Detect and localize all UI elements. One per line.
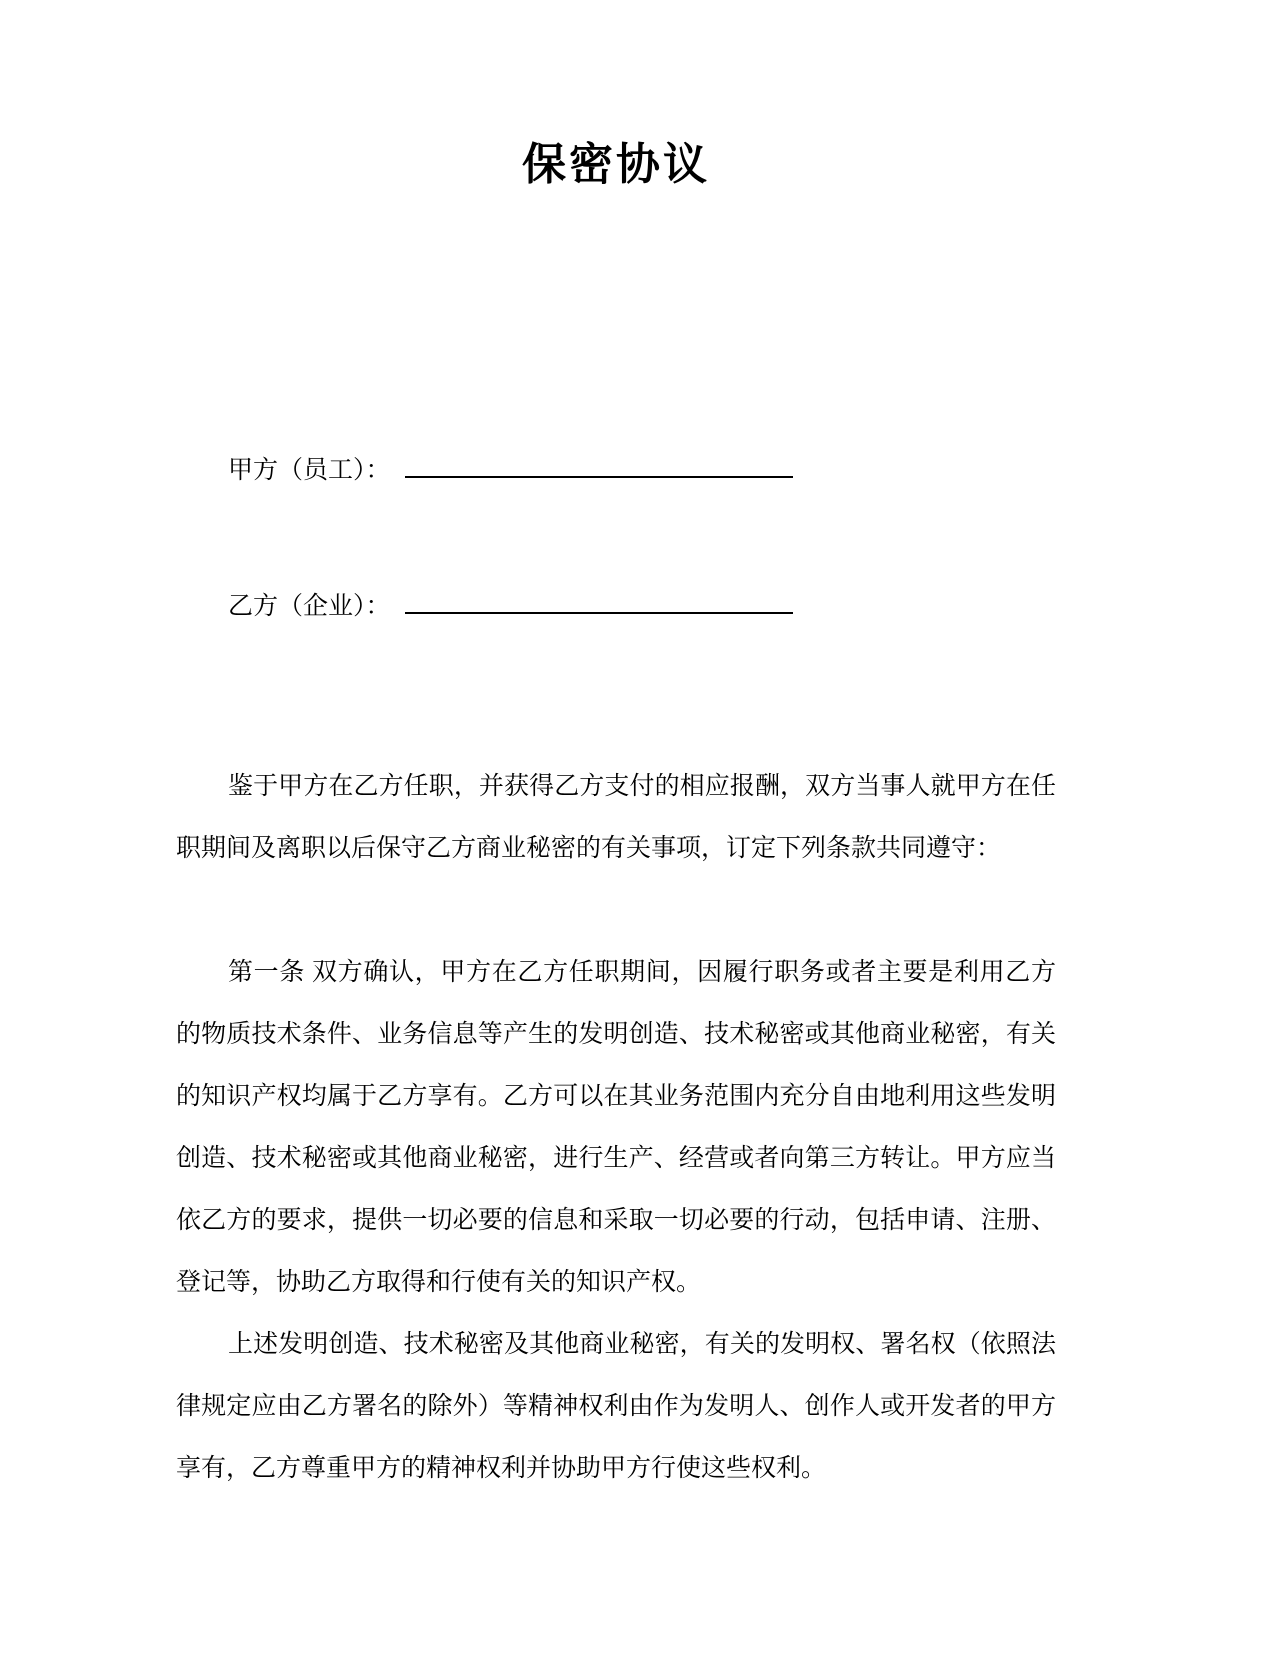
moral-rights-paragraph: 上述发明创造、技术秘密及其他商业秘密，有关的发明权、署名权（依照法律规定应由乙方署名的除外）等精神权利由作为发明人、创作人或开发者的甲方享有，乙方尊重甲方的精神权利并协助甲方行使这些权利。 (176, 1331, 1056, 1482)
party-b-row (176, 582, 1056, 624)
party-a-blank-field[interactable] (405, 446, 793, 478)
article-1-paragraph: 第一条 双方确认，甲方在乙方任职期间，因履行职务或者主要是利用乙方的物质技术条件、业务信息等产生的发明创造、技术秘密或其他商业秘密，有关的知识产权均属于乙方享有。乙方可以在其业务范围内充分自由地利用这些发明创造、技术秘密或其他商业秘密，进行生产、经营或者向第三方转让。甲方应当依乙方的要求，提供一切必要的信息和采取一切必要的行动，包括申请、注册、登记等，协助乙方取得和行使有关的知识产权。 (176, 959, 1056, 1296)
document-title: 保密协议 (522, 140, 710, 189)
party-b-label: 乙方（企业）： (228, 593, 391, 620)
party-b-blank-field[interactable] (405, 582, 793, 614)
party-a-row (176, 446, 1056, 488)
preamble-paragraph: 鉴于甲方在乙方任职，并获得乙方支付的相应报酬，双方当事人就甲方在任职期间及离职以后保守乙方商业秘密的有关事项，订定下列条款共同遵守： (176, 773, 1056, 862)
party-a-label: 甲方（员工）： (228, 457, 391, 484)
